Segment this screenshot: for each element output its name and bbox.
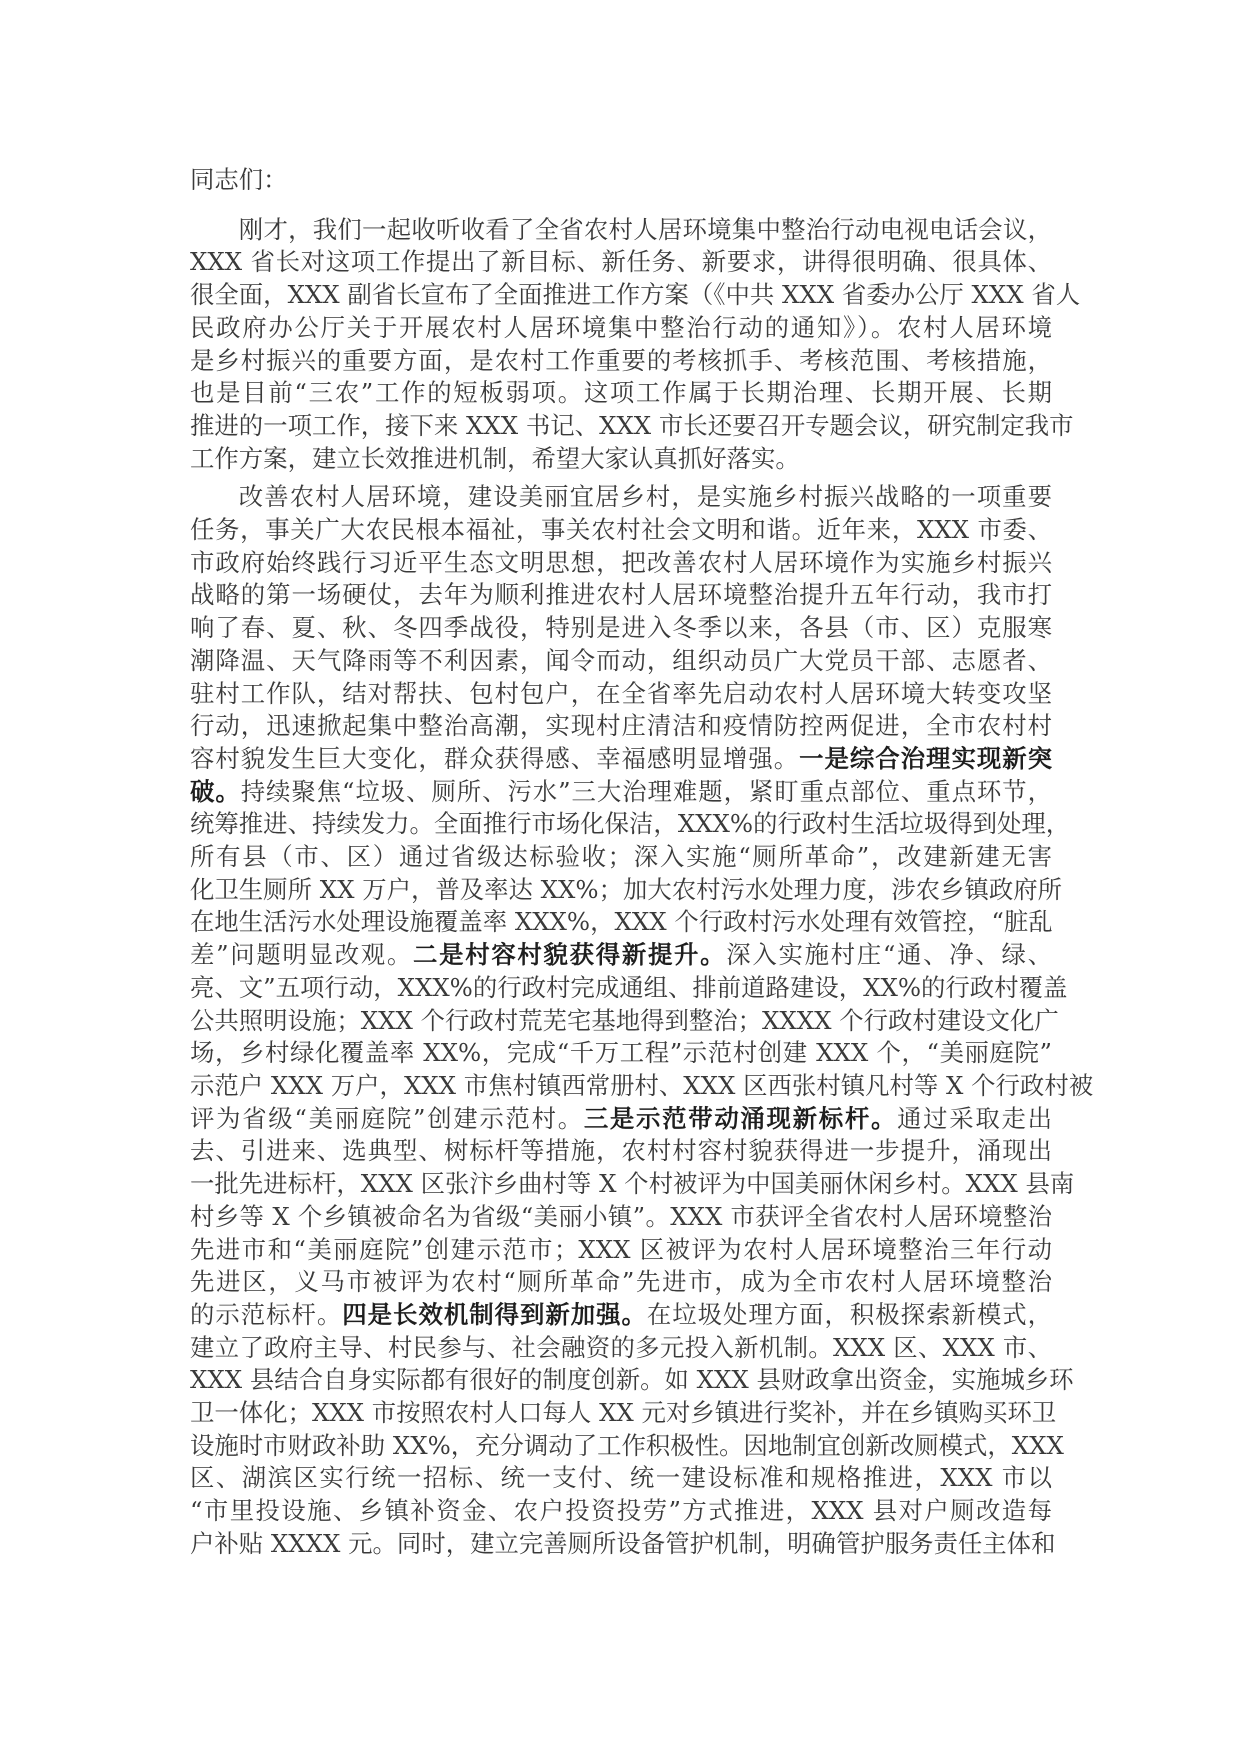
text-line	[190, 312, 1052, 345]
bold-heading-phrase: 三是示范带动涌现新标杆。	[583, 1103, 898, 1133]
text-segment: 响了春、夏、秋、冬四季战役，特别是进入冬季以来，各县（市、区）克服寒	[190, 613, 1052, 643]
text-line	[190, 710, 1052, 743]
text-segment: 先进区，义马市被评为农村“厕所革命”先进市，成为全市农村人居环境整治	[190, 1267, 1052, 1297]
text-segment: 的示范标杆。	[190, 1299, 343, 1329]
text-line	[190, 1528, 1056, 1561]
bold-heading-phrase: 四是长效机制得到新加强。	[342, 1299, 647, 1329]
text-line	[190, 1430, 1064, 1463]
text-segment: 市政府始终践行习近平生态文明思想，把改善农村人居环境作为实施乡村振兴	[190, 547, 1052, 577]
salutation	[190, 164, 1052, 197]
text-segment: 通过采取走出	[897, 1103, 1052, 1133]
text-line	[190, 481, 1052, 514]
text-line	[190, 1005, 1059, 1038]
text-segment: 在垃圾处理方面，积极探索新模式，	[646, 1299, 1052, 1329]
text-line	[190, 808, 1071, 841]
text-line	[190, 377, 1052, 410]
text-line	[190, 279, 1081, 312]
text-line	[190, 1495, 1052, 1528]
text-segment: 在地生活污水处理设施覆盖率 XXX%，XXX 个行政村污水处理有效管控，“脏乱	[190, 907, 1053, 937]
text-line	[190, 776, 1052, 809]
text-line	[190, 1397, 1057, 1430]
text-line	[190, 443, 1052, 476]
text-segment: 场，乡村绿化覆盖率 XX%，完成“千万工程”示范村创建 XXX 个，“美丽庭院”	[190, 1038, 1052, 1068]
text-line	[190, 743, 1052, 776]
text-line	[190, 214, 1052, 247]
text-line	[190, 246, 1052, 279]
text-line	[190, 1234, 1052, 1267]
text-line	[190, 612, 1052, 645]
text-segment: 卫一体化；XXX 市按照农村人口每人 XX 元对乡镇进行奖补，并在乡镇购买环卫	[190, 1398, 1057, 1428]
text-segment: 工作方案，建立长效推进机制，希望大家认真抓好落实。	[190, 443, 800, 473]
text-segment: 建立了政府主导、村民参与、社会融资的多元投入新机制。XXX 区、XXX 市、	[190, 1332, 1052, 1362]
text-line	[190, 410, 1074, 443]
text-segment: 战略的第一场硬仗，去年为顺利推进农村人居环境整治提升五年行动，我市打	[190, 580, 1052, 610]
text-line	[190, 678, 1052, 711]
text-line	[190, 1070, 1094, 1103]
text-segment: 推进的一项工作，接下来 XXX 书记、XXX 市长还要召开专题会议，研究制定我市	[190, 410, 1074, 440]
text-line	[190, 874, 1063, 907]
text-line	[190, 1201, 1052, 1234]
text-line	[190, 1037, 1052, 1070]
text-line	[190, 1103, 1052, 1136]
bold-heading-phrase: 一是综合治理实现新突	[799, 743, 1052, 773]
text-line	[190, 514, 1052, 547]
text-segment: 设施时市财政补助 XX%，充分调动了工作积极性。因地制宜创新改厕模式，XXX	[190, 1430, 1064, 1460]
text-segment: 先进市和“美丽庭院”创建示范市；XXX 区被评为农村人居环境整治三年行动	[190, 1234, 1052, 1264]
text-segment: XXX 省长对这项工作提出了新目标、新任务、新要求，讲得很明确、很具体、	[190, 247, 1052, 277]
text-segment: 容村貌发生巨大变化，群众获得感、幸福感明显增强。	[190, 743, 800, 773]
bold-heading-phrase: 破。	[190, 776, 241, 806]
text-segment: 示范户 XXX 万户，XXX 市焦村镇西常册村、XXX 区西张村镇凡村等 X 个行政村被	[190, 1070, 1094, 1100]
text-line	[190, 939, 1052, 972]
text-segment: 持续聚焦“垃圾、厕所、污水”三大治理难题，紧盯重点部位、重点环节，	[240, 776, 1052, 806]
text-segment: 差”问题明显改观。	[190, 940, 414, 970]
body-paragraphs	[190, 214, 1094, 1561]
document-body	[190, 164, 1094, 1561]
text-segment: 民政府办公厅关于开展农村人居环境集中整治行动的通知》）。农村人居环境	[190, 312, 1052, 342]
text-segment: 统筹推进、持续发力。全面推行市场化保洁，XXX%的行政村生活垃圾得到处理，	[190, 809, 1071, 839]
text-line	[190, 1462, 1052, 1495]
text-line	[190, 972, 1068, 1005]
text-segment: 也是目前“三农”工作的短板弱项。这项工作属于长期治理、长期开展、长期	[190, 378, 1052, 408]
text-line	[190, 1332, 1052, 1365]
text-segment: 公共照明设施；XXX 个行政村荒芜宅基地得到整治；XXXX 个行政村建设文化广	[190, 1005, 1059, 1035]
text-segment: 所有县（市、区）通过省级达标验收；深入实施“厕所革命”，改建新建无害	[190, 842, 1052, 872]
text-line	[190, 1168, 1075, 1201]
text-segment: 亮、文”五项行动，XXX%的行政村完成通组、排前道路建设，XX%的行政村覆盖	[190, 972, 1068, 1002]
text-segment: 区、湖滨区实行统一招标、统一支付、统一建设标准和规格推进，XXX 市以	[190, 1463, 1052, 1493]
text-segment: 任务，事关广大农民根本福祉，事关农村社会文明和谐。近年来，XXX 市委、	[190, 515, 1052, 545]
text-segment: 潮降温、天气降雨等不利因素，闻令而动，组织动员广大党员干部、志愿者、	[190, 645, 1052, 675]
text-segment: 深入实施村庄“通、净、绿、	[726, 940, 1052, 970]
text-line	[190, 841, 1052, 874]
text-line	[190, 547, 1052, 580]
salutation-text: 同志们：	[190, 165, 288, 194]
text-line	[190, 906, 1052, 939]
paragraph	[190, 481, 1094, 1560]
text-segment: “市里投设施、乡镇补资金、农户投资投劳”方式推进，XXX 县对户厕改造每	[190, 1496, 1052, 1526]
text-line	[190, 1364, 1074, 1397]
text-segment: XXX 县结合自身实际都有很好的制度创新。如 XXX 县财政拿出资金，实施城乡环	[190, 1365, 1074, 1395]
text-segment: 户补贴 XXXX 元。同时，建立完善厕所设备管护机制，明确管护服务责任主体和	[190, 1528, 1056, 1558]
text-segment: 评为省级“美丽庭院”创建示范村。	[190, 1103, 584, 1133]
paragraph	[190, 214, 1081, 476]
text-segment: 一批先进标杆，XXX 区张汴乡曲村等 X 个村被评为中国美丽休闲乡村。XXX 县南	[190, 1169, 1075, 1199]
text-segment: 很全面，XXX 副省长宣布了全面推进工作方案（《中共 XXX 省委办公厅 XXX 省人	[190, 280, 1081, 310]
bold-heading-phrase: 二是村容村貌获得新提升。	[413, 940, 727, 970]
text-segment: 行动，迅速掀起集中整治高潮，实现村庄清洁和疫情防控两促进，全市农村村	[190, 711, 1052, 741]
text-line	[190, 579, 1052, 612]
text-segment: 驻村工作队，结对帮扶、包村包户，在全省率先启动农村人居环境大转变攻坚	[190, 678, 1052, 708]
text-line	[190, 1299, 1052, 1332]
text-line	[190, 645, 1052, 678]
text-line	[190, 1135, 1052, 1168]
text-line	[190, 345, 1052, 378]
text-segment: 化卫生厕所 XX 万户，普及率达 XX%；加大农村污水处理力度，涉农乡镇政府所	[190, 874, 1063, 904]
text-segment: 村乡等 X 个乡镇被命名为省级“美丽小镇”。XXX 市获评全省农村人居环境整治	[190, 1201, 1052, 1231]
text-segment: 去、引进来、选典型、树标杆等措施，农村村容村貌获得进一步提升，涌现出	[190, 1136, 1052, 1166]
text-segment: 是乡村振兴的重要方面，是农村工作重要的考核抓手、考核范围、考核措施，	[190, 345, 1052, 375]
text-segment: 改善农村人居环境，建设美丽宜居乡村，是实施乡村振兴战略的一项重要	[238, 482, 1052, 512]
text-segment: 刚才，我们一起收听收看了全省农村人居环境集中整治行动电视电话会议，	[238, 214, 1052, 244]
text-line	[190, 1266, 1052, 1299]
